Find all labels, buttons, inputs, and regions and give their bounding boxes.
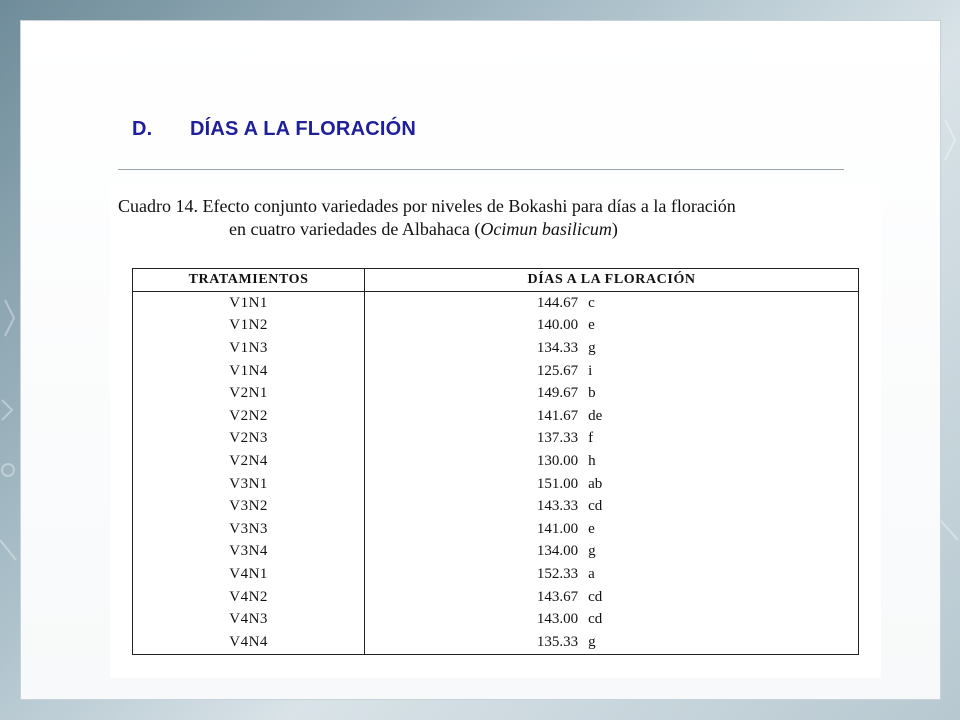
days-cell — [365, 382, 859, 405]
caption-line-2-end: ) — [611, 219, 618, 239]
table-row — [133, 292, 859, 315]
treatment-cell: V4N3 — [133, 608, 365, 631]
significance-group: cd — [588, 611, 603, 628]
title-divider — [118, 169, 844, 170]
significance-group: ab — [588, 475, 603, 492]
caption-line-2 — [118, 218, 878, 241]
table-row — [133, 315, 859, 338]
significance-group: g — [588, 633, 596, 650]
table-row — [133, 631, 859, 654]
table-row — [133, 450, 859, 473]
table-row — [133, 608, 859, 631]
significance-group: cd — [588, 498, 603, 515]
table-row — [133, 360, 859, 383]
days-cell — [365, 405, 859, 428]
days-value: 137.33 — [536, 430, 579, 447]
days-value: 141.00 — [536, 520, 579, 537]
caption-line-1: Cuadro 14. Efecto conjunto variedades por niveles de Bokashi para días a la floración — [118, 196, 736, 216]
table-figure — [110, 184, 881, 678]
table-header-row — [133, 269, 859, 292]
header-tratamientos: TRATAMIENTOS — [133, 269, 365, 292]
days-cell — [365, 608, 859, 631]
days-value: 149.67 — [536, 385, 579, 402]
days-value: 140.00 — [536, 317, 579, 334]
slide-title — [132, 118, 416, 141]
table-row — [133, 405, 859, 428]
significance-group: h — [588, 452, 596, 469]
significance-group: g — [588, 339, 596, 356]
treatment-cell: V3N4 — [133, 541, 365, 564]
treatment-cell: V3N1 — [133, 473, 365, 496]
days-cell — [365, 360, 859, 383]
treatment-cell: V1N1 — [133, 292, 365, 315]
significance-group: f — [588, 430, 594, 447]
table-row — [133, 428, 859, 451]
treatment-cell: V4N2 — [133, 586, 365, 609]
significance-group: i — [588, 362, 593, 379]
days-cell — [365, 473, 859, 496]
days-value: 152.33 — [536, 565, 579, 582]
days-value: 134.00 — [536, 543, 579, 560]
days-value: 151.00 — [536, 475, 579, 492]
table-row — [133, 495, 859, 518]
table-row — [133, 337, 859, 360]
days-value: 134.33 — [536, 339, 579, 356]
significance-group: e — [588, 317, 595, 334]
days-cell — [365, 315, 859, 338]
days-cell — [365, 541, 859, 564]
treatment-cell: V1N3 — [133, 337, 365, 360]
treatment-cell: V4N4 — [133, 631, 365, 654]
days-cell — [365, 292, 859, 315]
significance-group: b — [588, 385, 596, 402]
days-value: 143.67 — [536, 588, 579, 605]
significance-group: e — [588, 520, 595, 537]
days-value: 143.00 — [536, 611, 579, 628]
treatment-cell: V4N1 — [133, 563, 365, 586]
table-body — [133, 292, 859, 655]
days-value: 130.00 — [536, 452, 579, 469]
days-value: 143.33 — [536, 498, 579, 515]
days-cell — [365, 495, 859, 518]
treatment-cell: V1N4 — [133, 360, 365, 383]
section-letter: D. — [132, 118, 153, 140]
table-row — [133, 518, 859, 541]
table-row — [133, 382, 859, 405]
treatment-cell: V1N2 — [133, 315, 365, 338]
caption-line-2-text: en cuatro variedades de Albahaca ( — [229, 219, 481, 239]
treatment-cell: V3N3 — [133, 518, 365, 541]
table-row — [133, 541, 859, 564]
days-value: 141.67 — [536, 407, 579, 424]
table-caption — [118, 195, 878, 241]
days-value: 144.67 — [536, 294, 579, 311]
treatment-cell: V3N2 — [133, 495, 365, 518]
significance-group: c — [588, 294, 595, 311]
species-name: Ocimun basilicum — [480, 219, 612, 239]
days-value: 125.67 — [536, 362, 579, 379]
header-dias-floracion: DÍAS A LA FLORACIÓN — [365, 269, 859, 292]
days-cell — [365, 586, 859, 609]
significance-group: a — [588, 565, 595, 582]
table-row — [133, 586, 859, 609]
days-value: 135.33 — [536, 633, 579, 650]
days-cell — [365, 518, 859, 541]
days-cell — [365, 563, 859, 586]
days-cell — [365, 428, 859, 451]
days-cell — [365, 337, 859, 360]
significance-group: de — [588, 407, 603, 424]
table-row — [133, 473, 859, 496]
flowering-days-table — [132, 268, 859, 655]
days-cell — [365, 631, 859, 654]
significance-group: cd — [588, 588, 603, 605]
treatment-cell: V2N2 — [133, 405, 365, 428]
treatment-cell: V2N4 — [133, 450, 365, 473]
table-row — [133, 563, 859, 586]
days-cell — [365, 450, 859, 473]
section-title: DÍAS A LA FLORACIÓN — [190, 118, 417, 140]
treatment-cell: V2N1 — [133, 382, 365, 405]
significance-group: g — [588, 543, 596, 560]
treatment-cell: V2N3 — [133, 428, 365, 451]
